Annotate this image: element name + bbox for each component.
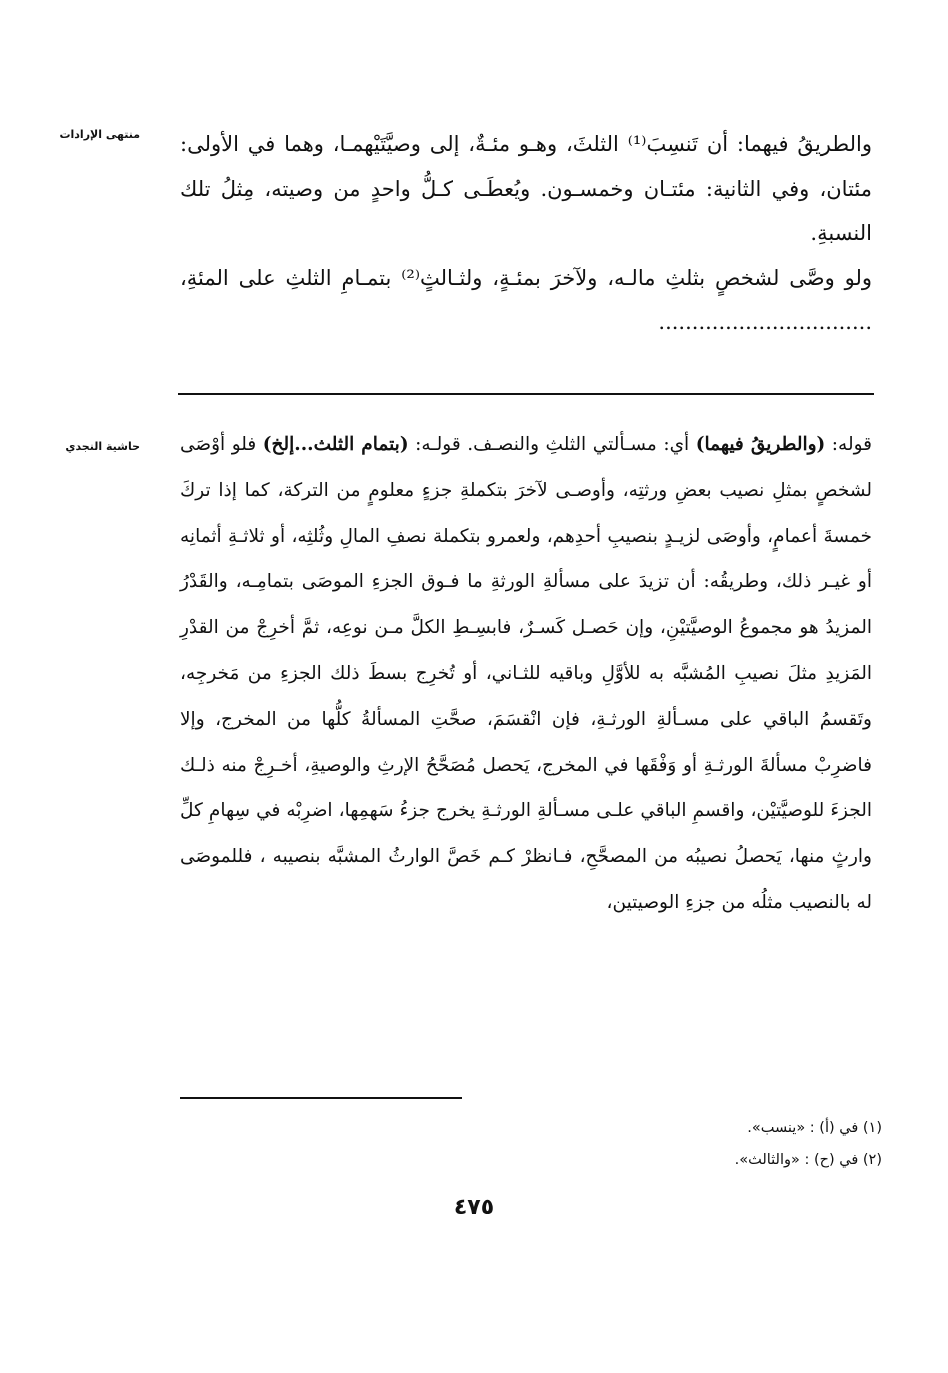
commentary-paragraph [180, 422, 872, 926]
commentary-intro: قوله: [825, 434, 872, 455]
main-text [180, 122, 872, 345]
commentary-quote-1: (والطريقُ فيهما) [695, 434, 826, 455]
section-divider [178, 393, 874, 395]
margin-label-commentary: حاشية النجدي [65, 440, 140, 453]
main-paragraph-2 [180, 256, 872, 345]
commentary-text-2: فلو أوْصَى لشخصٍ بمثلِ نصيب بعضِ ورثتِه، وأوصـى لآخرَ بتكملةِ جزءٍ معلومٍ من التركة، كما إذا تركَ خمسةَ أعمامٍ، وأوصَى لزيـدٍ بنصيبِ أحدِهم، ولعمرو بتكملة نصفِ المالِ وثُلثِه، أو ثلاثـةِ أثمانِه أو غيـر ذلك، وطريقُه: أن تزيدَ على مسألةِ الورثةِ ما فـوق الجزءِ الموصَى بتمامِـه، والقَدْرُ المزيدُ هو مجموعُ الوصيَّتيْنِ، وإن حَصـل كَسـرٌ، فابسِـطِ الكلَّ مـن نوعِه، ثمَّ أخرِجْ من القدْرِ المَزيدِ مثلَ نصيبِ المُشبَّه به للأوَّلِ وباقيه للثـاني، أو تُخرِج بسطَ ذلك الجزءِ من مَخرجِه، وتَقسمُ الباقي على مسـألةِ الورثـةِ، فإن انْقسَمَ، صحَّتِ المسألةُ كلُّها من المخرج، وإلا فاضرِبْ مسألةَ الورثـةِ أو وَفْقَها في المخرج، يَحصل مُصَحَّحُ الإرثِ والوصيةِ، أخـرِجْ منه ذلـك الجزءَ للوصيَّتيْن، واقسمِ الباقي علـى مسـألةِ الورثـةِ يخرج جزءُ سَهمِها، اضرِبْه في سِهامِ كلِّ وارثٍ منها، يَحصلُ نصيبُه من المصحَّحِ، فـانظرْ كـم خَصَّ الوارثُ المشبَّه بنصيبه ، فللموصَى له بالنصيب مثلُه من جزءِ الوصيتين، [180, 434, 872, 913]
margin-label-book-title: منتهى الإرادات [59, 128, 140, 141]
footnotes [735, 1112, 882, 1176]
main-paragraph-1: والطريقُ فيهما: أن تَنسِبَ⁽¹⁾ الثلثَ، وهـو مئـةٌ، إلى وصيَّتَيْهمـا، وهما في الأولى: مئتان، وفي الثانية: مئتـان وخمسـون. ويُعطَـى كـلُّ واحدٍ من وصيته، مِثلُ تلك النسبةِ. [180, 132, 872, 245]
commentary-text-1: أي: مسـألتي الثلثِ والنصـف. قولـه: [408, 434, 696, 455]
page-number: ٤٧٥ [453, 1195, 495, 1220]
footnote-2: (٢) في (ح) : «والثالث». [734, 1152, 882, 1168]
commentary-quote-2: (بتمام الثلث...إلخ) [262, 434, 409, 455]
footnote-1: (١) في (أ) : «ينسب». [747, 1120, 882, 1136]
main-paragraph-2-text: ولو وصَّى لشخصٍ بثلثِ مالـه، ولآخرَ بمئـةٍ، ولثـالثٍ⁽²⁾ بتمـامِ الثلثِ على المئةِ، [180, 265, 873, 290]
commentary-text [180, 422, 872, 926]
ellipsis-dots: ................................ [658, 310, 872, 334]
footnote-rule [180, 1097, 462, 1099]
